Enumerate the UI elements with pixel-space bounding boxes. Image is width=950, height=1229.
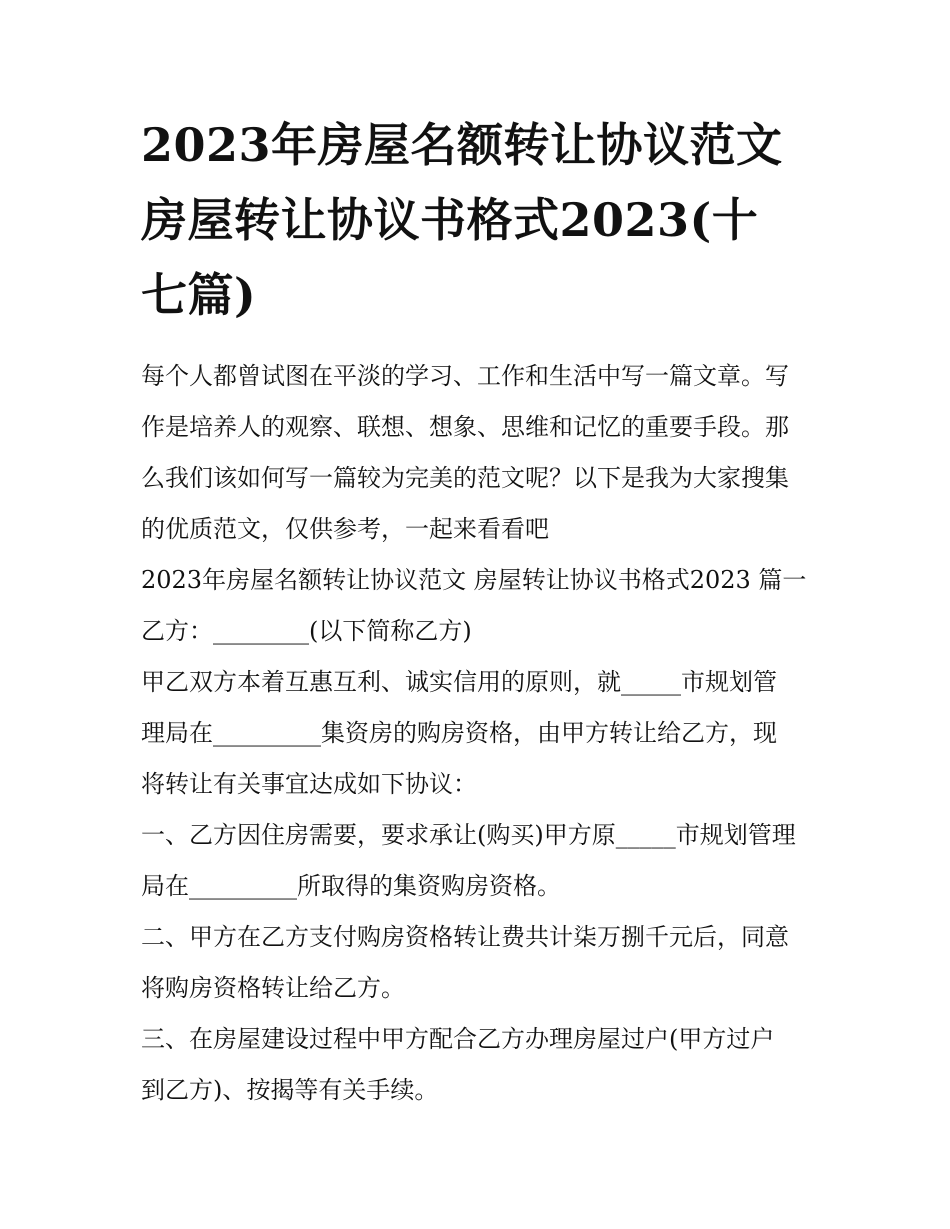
text-line: 作是培养人的观察、联想、想象、思维和记忆的重要手段。那 (141, 413, 789, 441)
text-line: 么我们该如何写一篇较为完美的范文呢？以下是我为大家搜集 (141, 464, 789, 492)
title-line: 七篇) (141, 268, 257, 322)
document-page (141, 108, 813, 1116)
text-line: 的优质范文，仅供参考，一起来看看吧 (141, 515, 549, 543)
text-line: 二、甲方在乙方支付购房资格转让费共计柒万捌千元后，同意 (141, 923, 789, 951)
text-line: 局在_________所取得的集资购房资格。 (141, 872, 561, 900)
text-line: 理局在_________集资房的购房资格，由甲方转让给乙方，现 (141, 719, 777, 747)
text-line: 2023年房屋名额转让协议范文 房屋转让协议书格式2023 篇一 (141, 566, 807, 594)
preamble-paragraph (141, 657, 813, 810)
title-line: 房屋转让协议书格式2023(十 (141, 193, 759, 247)
text-line: 将购房资格转让给乙方。 (141, 974, 405, 1002)
intro-paragraph (141, 351, 813, 555)
text-line: 每个人都曾试图在平淡的学习、工作和生活中写一篇文章。写 (141, 362, 789, 390)
document-title (141, 108, 813, 333)
title-line: 2023年房屋名额转让协议范文 (141, 118, 783, 172)
text-line: 将转让有关事宜达成如下协议： (141, 770, 477, 798)
document-body (141, 351, 813, 1116)
text-line: 一、乙方因住房需要，要求承让(购买)甲方原_____市规划管理 (141, 821, 796, 849)
section-heading (141, 555, 813, 606)
clause-2 (141, 912, 813, 1014)
text-line: 甲乙双方本着互惠互利、诚实信用的原则，就_____市规划管 (141, 668, 777, 696)
party-b-line (141, 606, 813, 657)
text-line: 乙方：________(以下简称乙方) (141, 617, 472, 645)
text-line: 三、在房屋建设过程中甲方配合乙方办理房屋过户(甲方过户 (141, 1025, 775, 1053)
text-line: 到乙方)、按揭等有关手续。 (141, 1076, 439, 1104)
clause-3 (141, 1014, 813, 1116)
clause-1 (141, 810, 813, 912)
